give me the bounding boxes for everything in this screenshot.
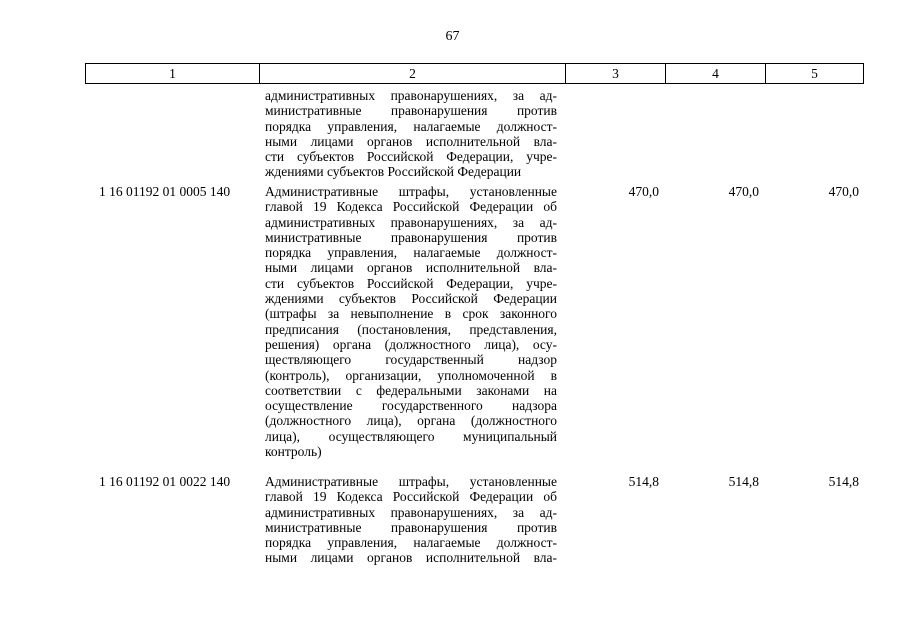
description-line: (должностного лица), органа (должностного bbox=[265, 413, 557, 429]
description-line: осуществление государственного надзора bbox=[265, 398, 557, 414]
description-line: решения) органа (должностного лица), осу- bbox=[265, 336, 557, 352]
description-line: порядка управления, налагаемые должност- bbox=[265, 245, 557, 261]
description-line: главой 19 Кодекса Российской Федерации об bbox=[265, 489, 557, 505]
row-value-col5: 514,8 bbox=[828, 474, 859, 489]
description-line: ществляющего государственный надзор bbox=[265, 352, 557, 368]
table-column-header bbox=[85, 63, 864, 84]
column-header-3: 3 bbox=[566, 64, 666, 83]
description-line: министративные правонарушения против bbox=[265, 103, 557, 119]
page-number: 67 bbox=[445, 29, 460, 44]
description-line: ждениями субъектов Российской Федерации bbox=[265, 164, 522, 180]
description-line: (контроль), организации, уполномоченной в bbox=[265, 367, 557, 383]
description-line: сти субъектов Российской Федерации, учре- bbox=[265, 275, 557, 291]
column-header-5: 5 bbox=[811, 66, 818, 81]
column-header-1: 1 bbox=[86, 64, 260, 83]
description-line: министративные правонарушения против bbox=[265, 229, 557, 245]
row-description bbox=[265, 88, 557, 180]
description-line: сти субъектов Российской Федерации, учре- bbox=[265, 149, 557, 165]
description-line: ждениями субъектов Российской Федерации bbox=[265, 291, 557, 307]
column-header-4: 4 bbox=[666, 64, 766, 83]
row-description bbox=[265, 184, 557, 459]
description-line: контроль) bbox=[265, 444, 322, 460]
row-value-col3: 514,8 bbox=[628, 474, 659, 489]
description-line: предписания (постановления, представления, bbox=[265, 321, 557, 337]
description-line: ными лицами органов исполнительной вла- bbox=[265, 550, 557, 566]
description-line: Административные штрафы, установленные bbox=[265, 474, 557, 489]
row-value-col4: 470,0 bbox=[728, 184, 759, 199]
description-line: соответствии с федеральными законами на bbox=[265, 382, 557, 398]
description-line: административных правонарушениях, за ад- bbox=[265, 504, 557, 520]
description-line: министративные правонарушения против bbox=[265, 519, 557, 535]
description-line: Административные штрафы, установленные bbox=[265, 184, 557, 199]
row-value-col3: 470,0 bbox=[628, 184, 659, 199]
description-line: административных правонарушениях, за ад- bbox=[265, 88, 557, 103]
row-code: 1 16 01192 01 0022 140 bbox=[99, 474, 231, 489]
description-line: порядка управления, налагаемые должност- bbox=[265, 118, 557, 134]
column-header-2: 2 bbox=[260, 64, 566, 83]
description-line: (штрафы за невыполнение в срок законного bbox=[265, 306, 557, 322]
description-line: лица), осуществляющего муниципальный bbox=[265, 428, 557, 444]
description-line: ными лицами органов исполнительной вла- bbox=[265, 260, 557, 276]
row-description bbox=[265, 474, 557, 566]
row-code: 1 16 01192 01 0005 140 bbox=[99, 184, 231, 199]
row-value-col5: 470,0 bbox=[828, 184, 859, 199]
description-line: порядка управления, налагаемые должност- bbox=[265, 535, 557, 551]
description-line: ными лицами органов исполнительной вла- bbox=[265, 133, 557, 149]
row-value-col4: 514,8 bbox=[728, 474, 759, 489]
description-line: административных правонарушениях, за ад- bbox=[265, 214, 557, 230]
description-line: главой 19 Кодекса Российской Федерации об bbox=[265, 199, 557, 215]
